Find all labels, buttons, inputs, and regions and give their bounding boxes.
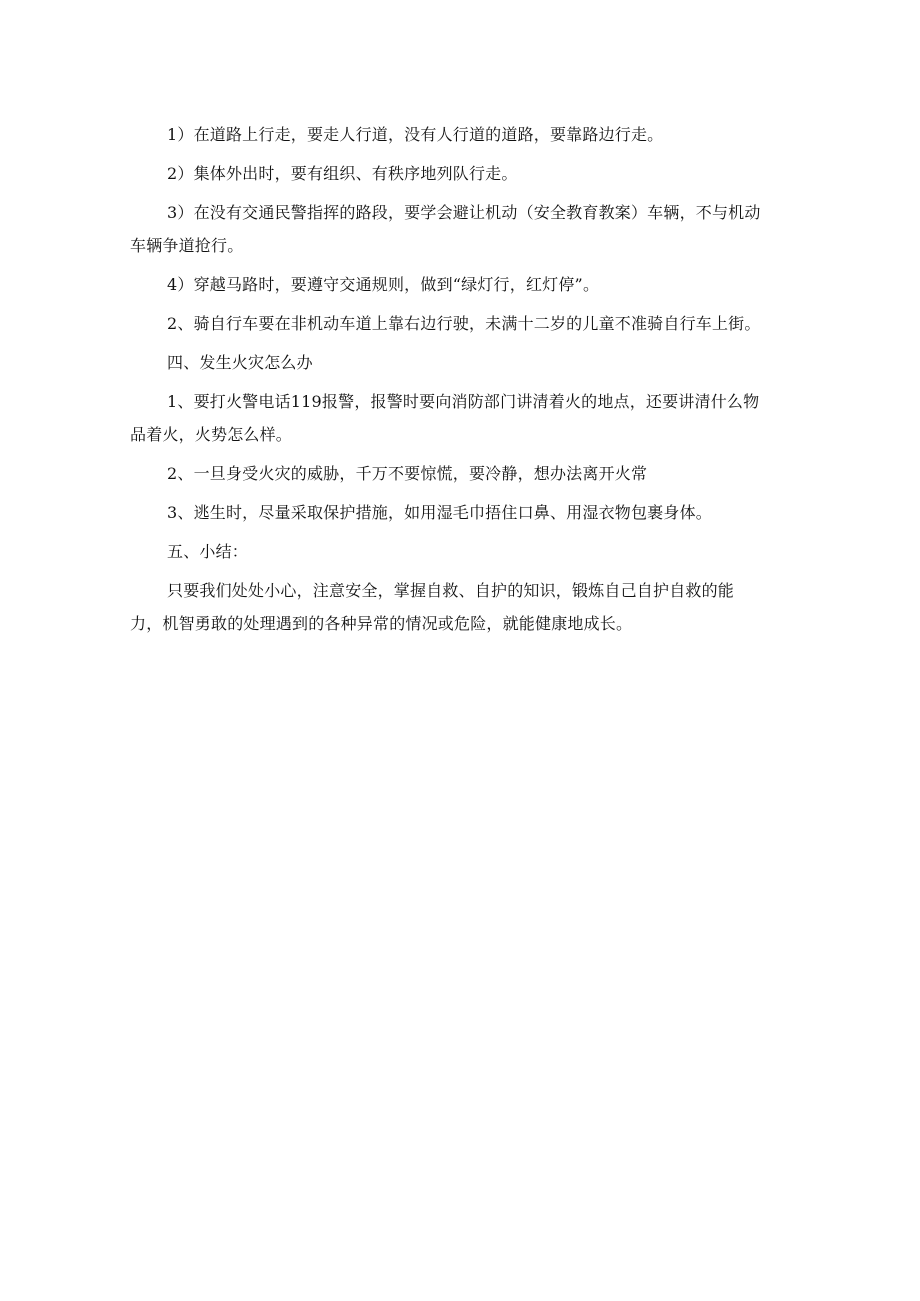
paragraph-line: 4）穿越马路时，要遵守交通规则，做到“绿灯行，红灯停”。 — [167, 275, 600, 294]
paragraph-line: 只要我们处处小心，注意安全，掌握自救、自护的知识，锻炼自己自护自救的能 — [167, 581, 735, 600]
heading-line: 五、小结： — [167, 542, 249, 561]
paragraph-walking-sidewalk — [130, 118, 790, 151]
paragraph-group-outing — [130, 157, 790, 190]
paragraph-line: 1、要打火警电话119报警，报警时要向消防部门讲清着火的地点，还要讲清什么物 — [167, 392, 760, 411]
paragraph-line: 力，机智勇敢的处理遇到的各种异常的情况或危险，就能健康地成长。 — [130, 614, 633, 633]
section-heading-summary — [130, 535, 790, 568]
paragraph-line: 3、逃生时，尽量采取保护措施，如用湿毛巾捂住口鼻、用湿衣物包裹身体。 — [167, 503, 712, 522]
paragraph-line: 2、一旦身受火灾的威胁，千万不要惊慌，要冷静，想办法离开火常 — [167, 464, 648, 483]
paragraph-summary — [130, 574, 790, 640]
paragraph-yield-vehicles — [130, 196, 790, 262]
paragraph-line: 2、骑自行车要在非机动车道上靠右边行驶，未满十二岁的儿童不准骑自行车上街。 — [167, 314, 761, 333]
paragraph-line: 1）在道路上行走，要走人行道，没有人行道的道路，要靠路边行走。 — [167, 125, 664, 144]
paragraph-bicycle — [130, 307, 790, 340]
paragraph-line: 车辆争道抢行。 — [130, 236, 244, 255]
paragraph-crossing-road — [130, 268, 790, 301]
paragraph-stay-calm — [130, 457, 790, 490]
section-heading-fire — [130, 346, 790, 379]
paragraph-escape-measures — [130, 496, 790, 529]
paragraph-line: 3）在没有交通民警指挥的路段，要学会避让机动（安全教育教案）车辆，不与机动 — [167, 203, 761, 222]
heading-line: 四、发生火灾怎么办 — [167, 353, 313, 372]
paragraph-call-119 — [130, 385, 790, 451]
document-body — [130, 118, 790, 640]
paragraph-line: 2）集体外出时，要有组织、有秩序地列队行走。 — [167, 164, 518, 183]
paragraph-line: 品着火，火势怎么样。 — [130, 425, 293, 444]
